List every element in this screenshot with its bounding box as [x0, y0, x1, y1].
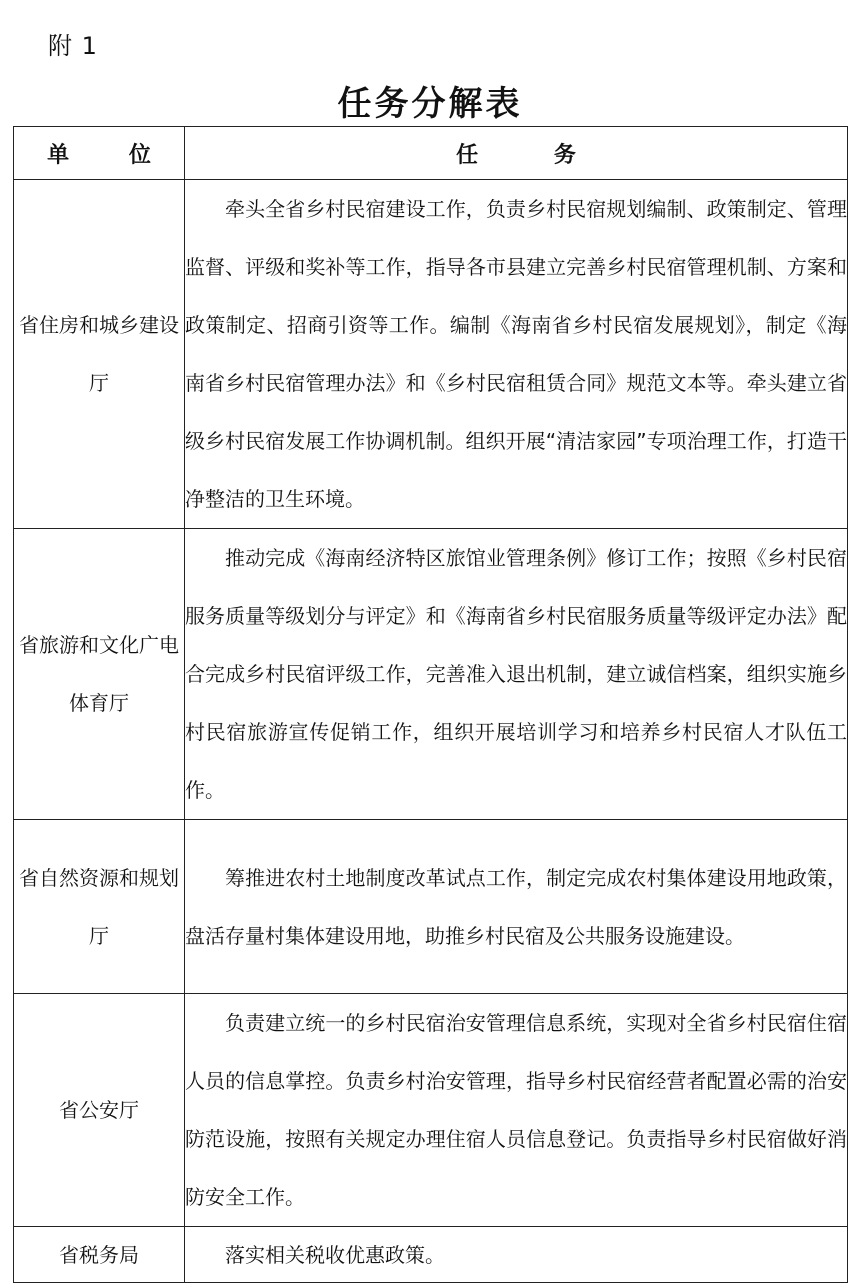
table-header-row	[14, 127, 848, 180]
task-cell: 牵头全省乡村民宿建设工作，负责乡村民宿规划编制、政策制定、管理监督、评级和奖补等工作，指导各市县建立完善乡村民宿管理机制、方案和政策制定、招商引资等工作。编制《海南省乡村民宿发展规划》，制定《海南省乡村民宿管理办法》和《乡村民宿租赁合同》规范文本等。牵头建立省级乡村民宿发展工作协调机制。组织开展“清洁家园”专项治理工作，打造干净整洁的卫生环境。	[185, 180, 848, 529]
task-cell: 落实相关税收优惠政策。	[185, 1227, 848, 1283]
column-header-unit: 单 位	[14, 127, 185, 180]
task-cell: 负责建立统一的乡村民宿治安管理信息系统，实现对全省乡村民宿住宿人员的信息掌控。负责乡村治安管理，指导乡村民宿经营者配置必需的治安防范设施，按照有关规定办理住宿人员信息登记。负责指导乡村民宿做好消防安全工作。	[185, 994, 848, 1227]
table-row	[14, 820, 848, 994]
unit-cell: 省旅游和文化广电体育厅	[14, 529, 185, 820]
unit-cell: 省税务局	[14, 1227, 185, 1283]
unit-cell: 省公安厅	[14, 994, 185, 1227]
column-header-task: 任 务	[185, 127, 848, 180]
unit-cell: 省自然资源和规划厅	[14, 820, 185, 994]
table-row	[14, 994, 848, 1227]
table-row	[14, 1227, 848, 1283]
table-row	[14, 529, 848, 820]
unit-cell: 省住房和城乡建设厅	[14, 180, 185, 529]
page-title: 任务分解表	[337, 84, 523, 124]
task-cell: 筹推进农村土地制度改革试点工作，制定完成农村集体建设用地政策，盘活存量村集体建设用地，助推乡村民宿及公共服务设施建设。	[185, 820, 848, 994]
attachment-label: 附 1	[48, 32, 98, 60]
table-row	[14, 180, 848, 529]
task-cell: 推动完成《海南经济特区旅馆业管理条例》修订工作；按照《乡村民宿服务质量等级划分与评定》和《海南省乡村民宿服务质量等级评定办法》配合完成乡村民宿评级工作，完善准入退出机制，建立诚信档案，组织实施乡村民宿旅游宣传促销工作，组织开展培训学习和培养乡村民宿人才队伍工作。	[185, 529, 848, 820]
task-table	[13, 126, 848, 1283]
